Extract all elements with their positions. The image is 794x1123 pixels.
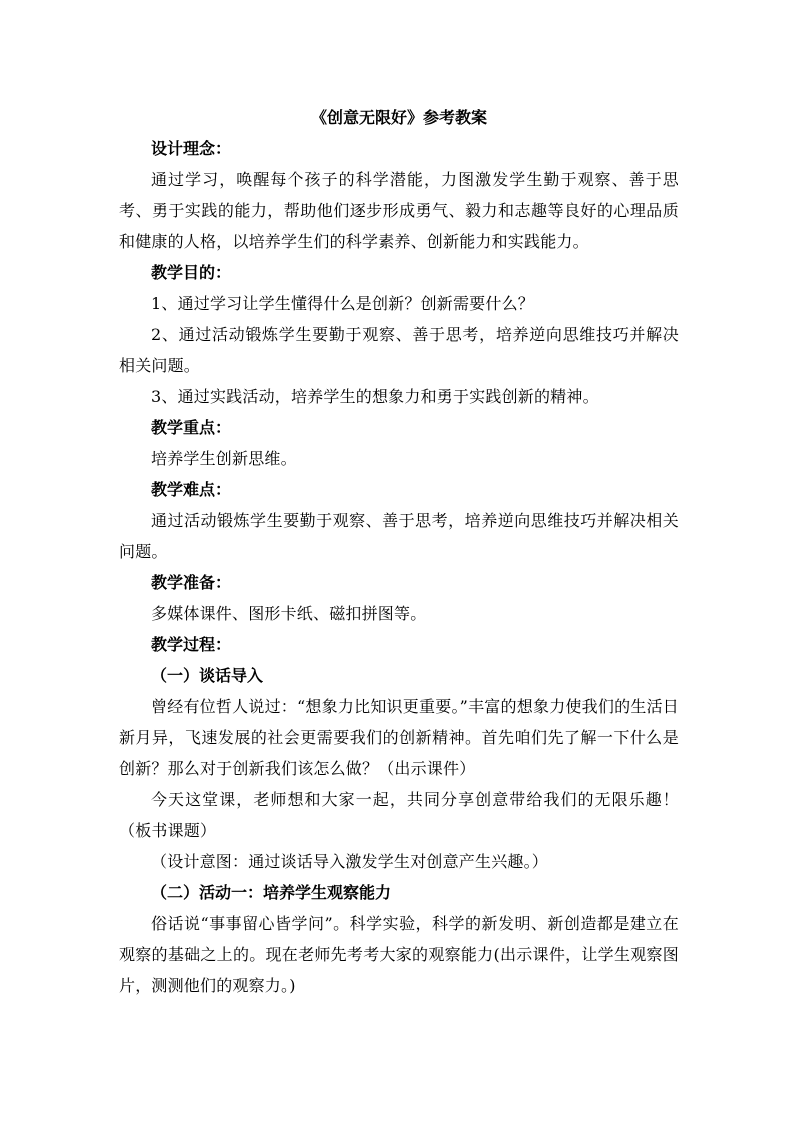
key-points-text: 培养学生创新思维。 [151,449,297,468]
design-intent-note: （设计意图：通过谈话导入激发学生对创意产生兴趣。） [151,852,549,871]
goal-item: 1、通过学习让学生懂得什么是创新？创新需要什么？ [151,294,534,313]
part1-heading: （一）谈话导入 [151,666,264,685]
difficulty-text: 通过活动锻炼学生要勤于观察、善于思考，培养逆向思维技巧并解决相关问题。 [119,511,679,561]
part1-paragraph: 曾经有位哲人说过：“想象力比知识更重要。”丰富的想象力使我们的生活日新月异，飞速发展的社会更需要我们的创新精神。首先咱们先了解一下什么是创新？那么对于创新我们该怎么做？（出示课件） [119,697,679,778]
part2-paragraph: 俗话说“事事留心皆学问”。科学实验，科学的新发明、新创造都是建立在观察的基础之上的。现在老师先考考大家的观察能力(出示课件，让学生观察图片，测测他们的观察力。) [119,914,679,995]
key-points-heading: 教学重点： [151,418,232,437]
part2-heading: （二）活动一：培养学生观察能力 [151,883,392,902]
concept-paragraph: 通过学习，唤醒每个孩子的科学潜能，力图激发学生勤于观察、善于思考、勇于实践的能力，帮助他们逐步形成勇气、毅力和志趣等良好的心理品质和健康的人格，以培养学生们的科学素养、创新能力和实践能力。 [119,170,679,251]
difficulty-heading: 教学难点： [151,480,232,499]
process-heading: 教学过程： [151,635,232,654]
goal-item: 3、通过实践活动，培养学生的想象力和勇于实践创新的精神。 [151,387,599,406]
page-title: 《创意无限好》参考教案 [310,108,487,127]
concept-heading: 设计理念： [151,139,232,158]
preparation-heading: 教学准备： [151,573,232,592]
document-body [119,104,679,1001]
goals-heading: 教学目的： [151,263,232,282]
part1-paragraph: 今天这堂课，老师想和大家一起，共同分享创意带给我们的无限乐趣！（板书课题） [119,790,679,840]
preparation-text: 多媒体课件、图形卡纸、磁扣拼图等。 [151,604,427,623]
goal-item: 2、通过活动锻炼学生要勤于观察、善于思考，培养逆向思维技巧并解决相关问题。 [119,325,679,375]
